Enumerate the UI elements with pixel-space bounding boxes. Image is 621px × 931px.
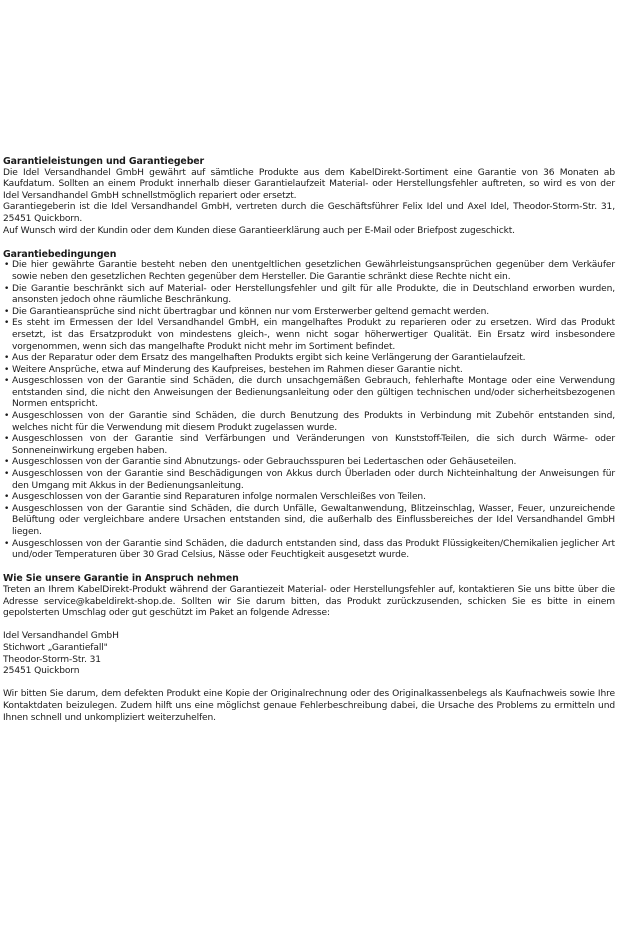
bullet-icon: • (4, 364, 10, 375)
bullet-icon: • (4, 503, 10, 514)
address-line: Theodor-Storm-Str. 31 (3, 654, 101, 665)
list-item: • Ausgeschlossen von der Garantie sind Schäden, die dadurch entstanden sind, dass das Produkt Flüssigkeiten/Chemikalien jeglicher Art und/oder Temperaturen über 30 Grad Celsius, Nässe oder Feuchtigkeit ausgesetzt wurde. (4, 538, 615, 561)
list-item: • Die hier gewährte Garantie besteht neben den unentgeltlichen gesetzlichen Gewährleistungsansprüchen gegenüber dem Verkäufer sowie neben den gesetzlichen Rechten gegenüber dem Hersteller. Die Garantie schränkt diese Rechte nicht ein. (4, 260, 615, 282)
paragraph-warranty-scope: Die Idel Versandhandel GmbH gewährt auf sämtliche Produkte aus dem KabelDirekt-Sortiment eine Garantie von 36 Monaten ab Kaufdatum. Sollten an einem Produkt innerhalb dieser Garantielaufzeit Material- oder Herstellungsfehler auftreten, so wird es von der Idel Versandhandel GmbH schnellstmöglich repariert oder ersetzt. (3, 167, 615, 201)
paragraph-proof-of-purchase: Wir bitten Sie darum, dem defekten Produkt eine Kopie der Originalrechnung oder des Originalkassenbelegs als Kaufnachweis sowie Ihre Kontaktdaten beizulegen. Zudem hilft uns eine möglichst genaue Fehlerbeschreibung dabei, die Ursache des Problems zu ermitteln und Ihnen schnell und unkompliziert weiterzuhelfen. (3, 689, 615, 723)
spacer (3, 237, 615, 249)
list-item: • Aus der Reparatur oder dem Ersatz des mangelhaften Produkts ergibt sich keine Verlängerung der Garantielaufzeit. (4, 353, 526, 364)
list-item: • Ausgeschlossen von der Garantie sind Schäden, die durch Unfälle, Gewaltanwendung, Blitzeinschlag, Wasser, Feuer, unzureichende Belüftung oder vergleichbare andere Ursachen entstanden sind, die außerhalb des Einflussbereiches der Idel Versandhandel GmbH liegen. (4, 503, 615, 537)
list-item: • Die Garantie beschränkt sich auf Material- oder Herstellungsfehler und gilt für alle Produkte, die in Deutschland erworben wurden, ansonsten jedoch ohne räumliche Beschränkung. (4, 283, 615, 306)
warranty-document (0, 156, 621, 724)
bullet-icon: • (4, 283, 10, 294)
bullet-icon: • (4, 469, 10, 480)
list-item: • Ausgeschlossen von der Garantie sind Verfärbungen und Veränderungen von Kunststoff-Teilen, die sich durch Wärme- oder Sonneneinwirkung ergeben haben. (4, 434, 615, 456)
list-item: • Ausgeschlossen von der Garantie sind Schäden, die durch unsachgemäßen Gebrauch, fehlerhafte Montage oder eine Verwendung entstanden sind, die nicht den Anweisungen der Bedienungsanleitung oder den gültigen technischen und/oder sicherheitsbezogenen Normen entspricht. (4, 376, 615, 410)
section-heading-warranty-provider: Garantieleistungen und Garantiegeber (3, 156, 205, 167)
address-line: Stichwort „Garantiefall" (3, 642, 108, 653)
bullet-icon: • (4, 434, 10, 445)
address-line: Idel Versandhandel GmbH (3, 631, 119, 642)
list-item: • Ausgeschlossen von der Garantie sind Schäden, die durch Benutzung des Produkts in Verbindung mit Zubehör entstanden sind, welches nicht für die Verwendung mit diesem Produkt zugelassen wurde. (4, 411, 615, 433)
spacer (3, 678, 615, 690)
bullet-icon: • (4, 411, 10, 422)
bullet-icon: • (4, 457, 10, 468)
bullet-icon: • (4, 260, 10, 271)
section-heading-how-to-claim: Wie Sie unsere Garantie in Anspruch nehmen (3, 573, 239, 585)
bullet-icon: • (4, 306, 10, 317)
spacer (3, 620, 615, 632)
list-item: • Die Garantieansprüche sind nicht übertragbar und können nur vom Ersterwerber geltend gemacht werden. (4, 306, 490, 317)
paragraph-claim-instructions: Treten an Ihrem KabelDirekt-Produkt während der Garantiezeit Material- oder Herstellungsfehler auf, kontaktieren Sie uns bitte über die Adresse service@kabeldirekt-shop.de. Sollten wir Sie darum bitten, das Produkt zurückzusenden, schicken Sie es bitte in einem gepolsterten Umschlag oder gut geschützt im Paket an folgende Adresse: (3, 584, 615, 619)
bullet-icon: • (4, 538, 10, 549)
list-item: • Ausgeschlossen von der Garantie sind Reparaturen infolge normalen Verschleißes von Teilen. (4, 492, 426, 503)
paragraph-send-request: Auf Wunsch wird der Kundin oder dem Kunden diese Garantieerklärung auch per E-Mail oder Briefpost zugeschickt. (3, 225, 515, 236)
paragraph-warrantor: Garantiegeberin ist die Idel Versandhandel GmbH, vertreten durch die Geschäftsführer Felix Idel und Axel Idel, Theodor-Storm-Str. 31, 25451 Quickborn. (3, 202, 615, 224)
bullet-icon: • (4, 376, 10, 387)
list-item: • Es steht im Ermessen der Idel Versandhandel GmbH, ein mangelhaftes Produkt zu reparieren oder zu ersetzen. Wird das Produkt ersetzt, ist das Ersatzprodukt von mindestens gleich-, wenn nicht sogar höherwertiger Qualität. Ein Ersatz wird insbesondere vorgenommen, wenn sich das mangelhafte Produkt nicht mehr im Sortiment befindet. (4, 318, 615, 352)
return-address (3, 631, 615, 677)
spacer (3, 562, 615, 574)
list-item: • Ausgeschlossen von der Garantie sind Beschädigungen von Akkus durch Überladen oder durch Nichteinhaltung der Anweisungen für den Umgang mit Akkus in der Bedienungsanleitung. (4, 469, 615, 491)
bullet-icon: • (4, 318, 10, 329)
address-line: 25451 Quickborn (3, 666, 80, 677)
bullet-icon: • (4, 492, 10, 503)
list-item: • Weitere Ansprüche, etwa auf Minderung des Kaufpreises, bestehen im Rahmen dieser Garantie nicht. (4, 364, 463, 375)
list-item: • Ausgeschlossen von der Garantie sind Abnutzungs- oder Gebrauchsspuren bei Ledertaschen oder Gehäuseteilen. (4, 457, 517, 468)
conditions-list (3, 260, 615, 561)
section-heading-warranty-conditions: Garantiebedingungen (3, 248, 117, 260)
bullet-icon: • (4, 353, 10, 364)
